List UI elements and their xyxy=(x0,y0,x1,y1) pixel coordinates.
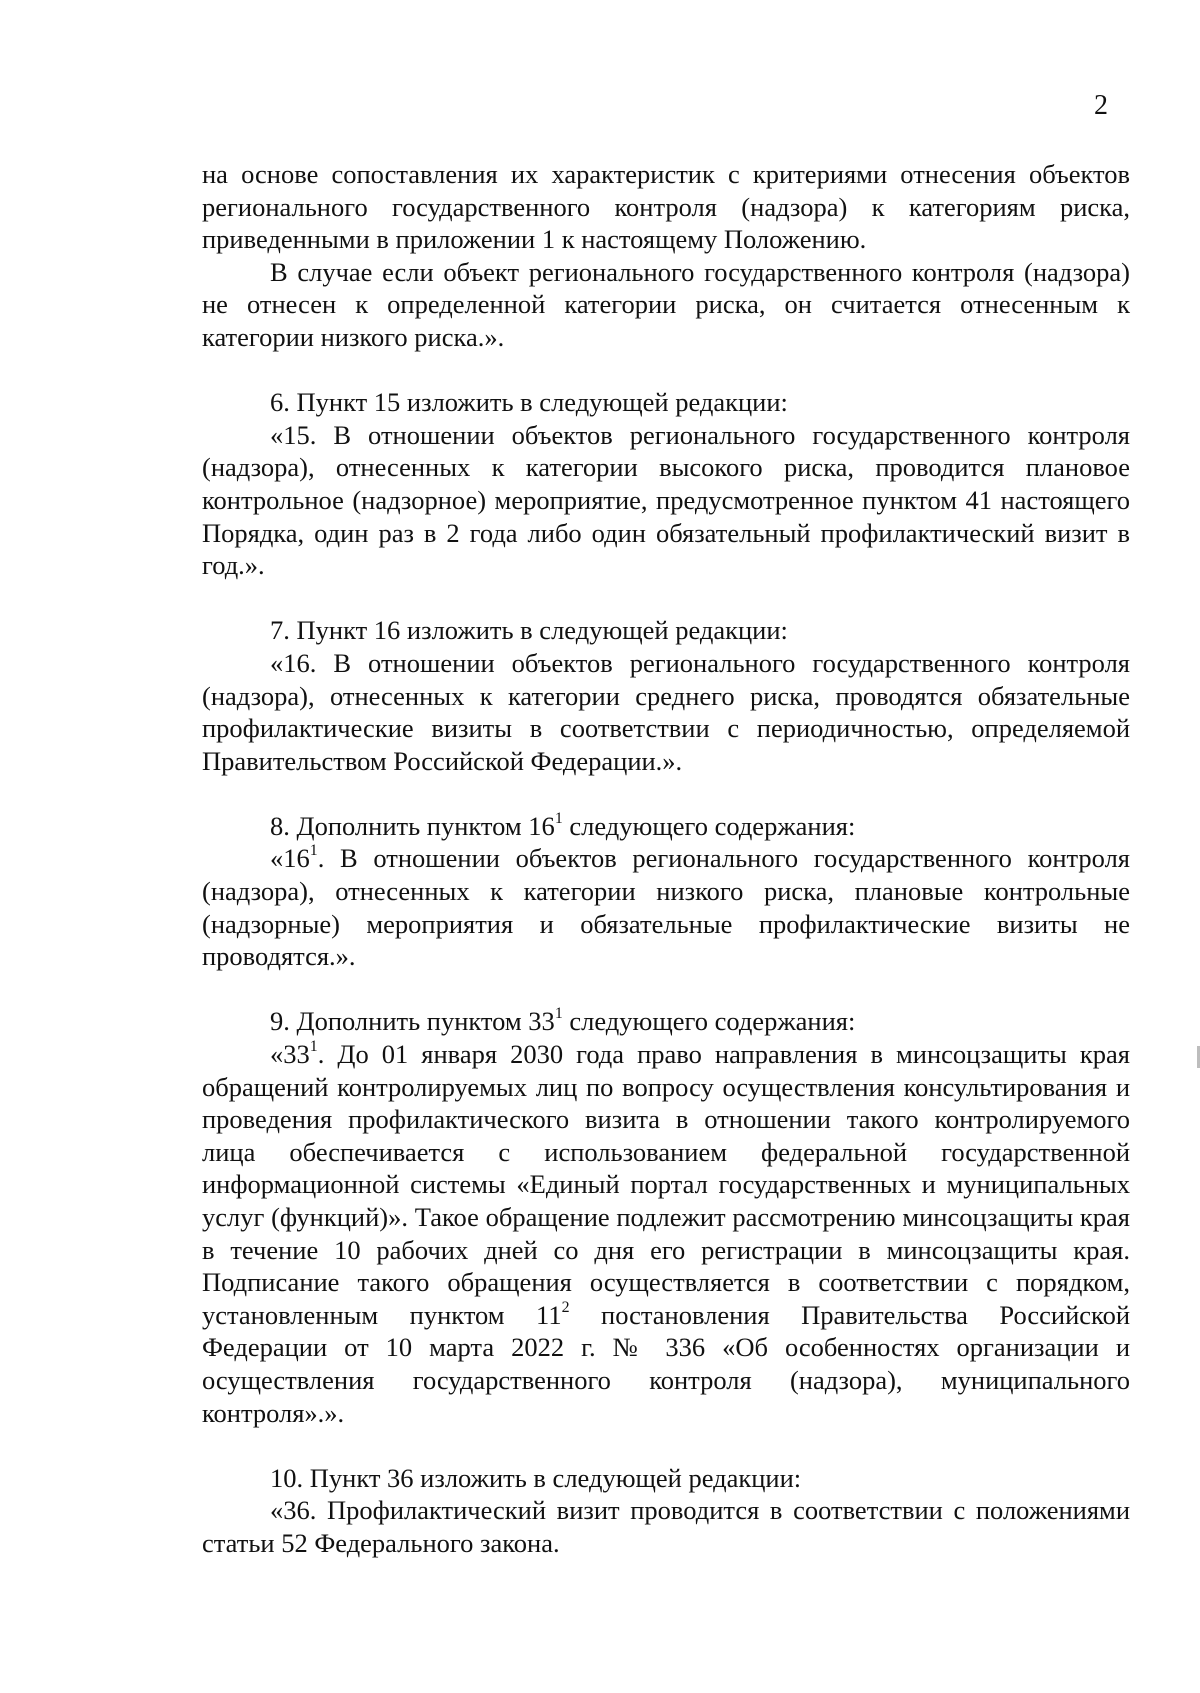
document-body xyxy=(202,158,1130,1560)
paragraph-clause-15: «15. В отношении объектов регионального государственного контроля (надзора), отнесенных к категории высокого риска, проводится плановое контрольное (надзорное) мероприятие, предусмотренное пунктом 41 настоящего Порядка, один раз в 2 года либо один обязательный профилактический визит в год.». xyxy=(202,419,1130,581)
paragraph-clause-33-1: «$33^1$. До 01 января 2030 года право направления в минсоцзащиты края обращений контролируемых лиц по вопросу осуществления консультирования и проведения профилактического визита в отношении такого контролируемого лица обеспечивается с использованием федеральной государственной информационной системы «Единый портал государственных и муниципальных услуг (функций)». Такое обращение подлежит рассмотрению минсоцзащиты края в течение 10 рабочих дней со дня его регистрации в минсоцзащиты края. Подписание такого обращения осуществляется в соответствии с порядком, установленным пунктом $11^2$ постановления Правительства Российской Федерации от 10 марта 2022 г. № 336 «Об особенностях организации и осуществления государственного контроля (надзора), муниципального контроля».». xyxy=(202,1038,1130,1428)
paragraph-clause-16-1: «$16^1$. В отношении объектов регионального государственного контроля (надзора), отнесенных к категории низкого риска, плановые контрольные (надзорные) мероприятия и обязательные профилактические визиты не проводятся.». xyxy=(202,842,1130,972)
paragraph-clause-36: «36. Профилактический визит проводится в соответствии с положениями статьи 52 Федерального закона. xyxy=(202,1495,1130,1558)
paragraph-clause-16: «16. В отношении объектов регионального государственного контроля (надзора), отнесенных к категории среднего риска, проводятся обязательные профилактические визиты в соответствии с периодичностью, определяемой Правительством Российской Федерации.». xyxy=(202,647,1130,776)
superscript: 1 xyxy=(554,809,563,827)
paragraph-item-7-heading: 7. Пункт 16 изложить в следующей редакции: xyxy=(270,615,788,646)
paragraph-item-10-heading: 10. Пункт 36 изложить в следующей редакции: xyxy=(270,1462,802,1493)
paragraph-item-6-heading: 6. Пункт 15 изложить в следующей редакции: xyxy=(270,387,788,418)
paragraph-low-risk-default: В случае если объект регионального государственного контроля (надзора) не отнесен к определенной категории риска, он считается отнесенным к категории низкого риска.». xyxy=(202,256,1130,352)
superscript: 2 xyxy=(561,1298,570,1316)
superscript: 1 xyxy=(309,842,318,860)
superscript: 1 xyxy=(309,1038,318,1056)
paragraph-item-9-heading: 9. Дополнить пунктом $33^1$ следующего содержания: xyxy=(270,1005,856,1037)
superscript: 1 xyxy=(554,1005,563,1023)
paragraph-item-8-heading: 8. Дополнить пунктом $16^1$ следующего содержания: xyxy=(270,809,856,841)
page-number: 2 xyxy=(1094,90,1108,121)
paragraph-criteria-continuation: на основе сопоставления их характеристик с критериями отнесения объектов регионального государственного контроля (надзора) к категориям риска, приведенными в приложении 1 к настоящему Положению. xyxy=(202,159,1130,255)
